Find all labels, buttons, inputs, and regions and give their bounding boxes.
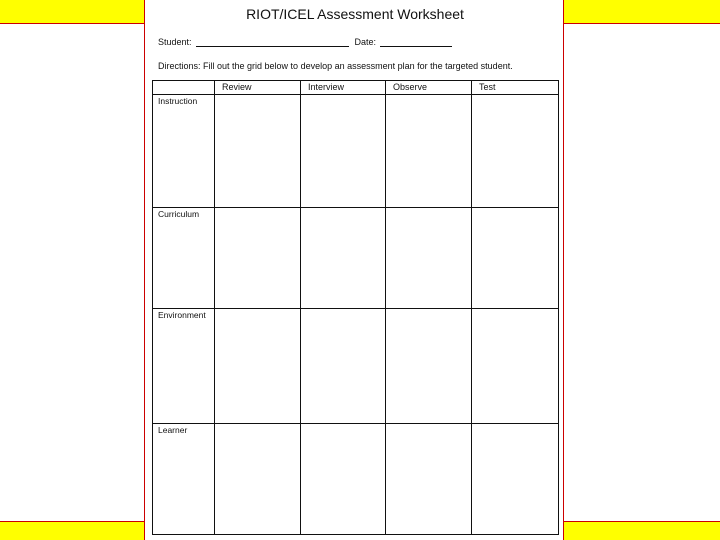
date-line[interactable] [380,36,452,47]
grid-divider [153,207,558,208]
worksheet-page [144,0,564,540]
date-label: Date: [354,37,377,47]
student-label: Student: [158,37,192,47]
row-label-instruction: Instruction [158,96,198,106]
column-header-observe: Observe [393,82,428,92]
grid-divider [153,94,558,95]
row-label-environment: Environment [158,310,206,320]
student-name-line[interactable] [196,36,349,47]
grid-divider [153,423,558,424]
row-label-curriculum: Curriculum [158,209,200,219]
grid-divider [153,308,558,309]
worksheet-title: RIOT/ICEL Assessment Worksheet [246,6,464,22]
column-header-test: Test [479,82,496,92]
column-header-interview: Interview [308,82,345,92]
directions-text: Directions: Fill out the grid below to develop an assessment plan for the targeted student. [158,61,513,71]
row-label-learner: Learner [158,425,188,435]
assessment-grid [152,80,559,535]
student-date-row [158,36,452,47]
column-header-review: Review [222,82,252,92]
